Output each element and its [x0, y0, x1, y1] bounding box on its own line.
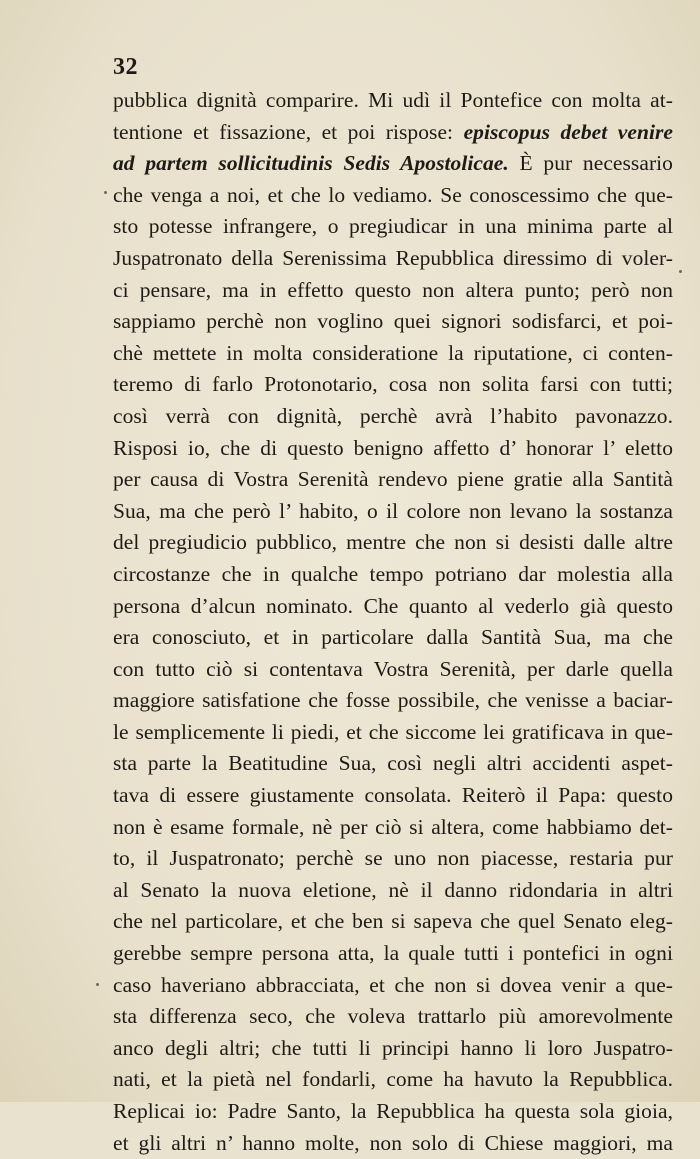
- text-line: Juspatronato della Serenissima Repubblica diressimo di voler-: [113, 245, 673, 270]
- text-line: che nel particolare, et che ben si sapeva che quel Senato eleg-: [113, 909, 673, 934]
- text-line: Sua, ma che però l’ habito, o il colore non levano la sostanza: [113, 498, 673, 523]
- margin-speck: [104, 191, 107, 194]
- text-line: anco degli altri; che tutti li principi hanno li loro Juspatro-: [113, 1035, 673, 1060]
- text-line: era conosciuto, et in particolare dalla Santità Sua, ma che: [113, 625, 673, 650]
- text-line: ci pensare, ma in effetto questo non altera punto; però non: [113, 277, 673, 302]
- text-line: et gli altri n’ hanno molte, non solo di Chiese maggiori, ma: [113, 1130, 673, 1155]
- page-number: 32: [113, 54, 138, 80]
- text-line-part: È pur necessario: [519, 151, 673, 176]
- text-line: tava di essere giustamente consolata. Reiterò il Papa: questo: [113, 783, 673, 808]
- margin-speck: [96, 983, 99, 986]
- text-line: circostanze che in qualche tempo potriano dar molestia alla: [113, 561, 673, 586]
- text-line: le semplicemente li piedi, et che siccome lei gratificava in que-: [113, 719, 673, 744]
- text-line: Replicai io: Padre Santo, la Repubblica ha questa sola gioia,: [113, 1099, 673, 1123]
- latin-quote: ad partem sollicitudinis Sedis Apostolicae.: [113, 151, 509, 176]
- text-line: nati, et la pietà nel fondarli, come ha havuto la Repubblica.: [113, 1067, 673, 1092]
- text-line: persona d’alcun nominato. Che quanto al vederlo già questo: [113, 593, 673, 618]
- text-line: così verrà con dignità, perchè avrà l’habito pavonazzo.: [113, 403, 673, 428]
- text-line: sta differenza seco, che voleva trattarlo più amorevolmente: [113, 1004, 673, 1029]
- text-line: del pregiudicio pubblico, mentre che non si desisti dalle altre: [113, 530, 673, 555]
- margin-speck: [679, 270, 682, 273]
- text-line-with-italic: [113, 148, 673, 180]
- text-line: sta parte la Beatitudine Sua, così negli altri accidenti aspet-: [113, 751, 673, 776]
- text-line: pubblica dignità comparire. Mi udì il Pontefice con molta at-: [113, 88, 673, 112]
- text-line: con tutto ciò si contentava Vostra Serenità, per darle quella: [113, 656, 673, 681]
- text-line: caso haveriano abbracciata, et che non si dovea venir a que-: [113, 972, 673, 997]
- text-line: sto potesse infrangere, o pregiudicar in una minima parte al: [113, 214, 673, 239]
- text-line: to, il Juspatronato; perchè se uno non piacesse, restaria pur: [113, 846, 673, 871]
- body-text: [113, 85, 673, 1159]
- text-line: chè mettete in molta consideratione la riputatione, ci conten-: [113, 340, 673, 365]
- text-line: che venga a noi, et che lo vediamo. Se conoscessimo che que-: [113, 182, 673, 207]
- text-line-with-italic: [113, 117, 673, 149]
- text-line: non è esame formale, nè per ciò si altera, come habbiamo det-: [113, 814, 673, 839]
- text-line-part: tentione et fissazione, et poi rispose:: [113, 119, 454, 144]
- text-line: al Senato la nuova eletione, nè il danno ridondaria in altri: [113, 877, 673, 902]
- text-line: per causa di Vostra Serenità rendevo piene gratie alla Santità: [113, 467, 673, 492]
- latin-quote: episcopus debet venire: [463, 119, 673, 144]
- text-line: gerebbe sempre persona atta, la quale tutti i pontefici in ogni: [113, 941, 673, 966]
- text-line: Risposi io, che di questo benigno affetto d’ honorar l’ eletto: [113, 435, 673, 460]
- text-line: sappiamo perchè non voglino quei signori sodisfarci, et poi-: [113, 309, 673, 334]
- text-line: maggiore satisfatione che fosse possibile, che venisse a baciar-: [113, 688, 673, 713]
- text-line: teremo di farlo Protonotario, cosa non solita farsi con tutti;: [113, 372, 673, 397]
